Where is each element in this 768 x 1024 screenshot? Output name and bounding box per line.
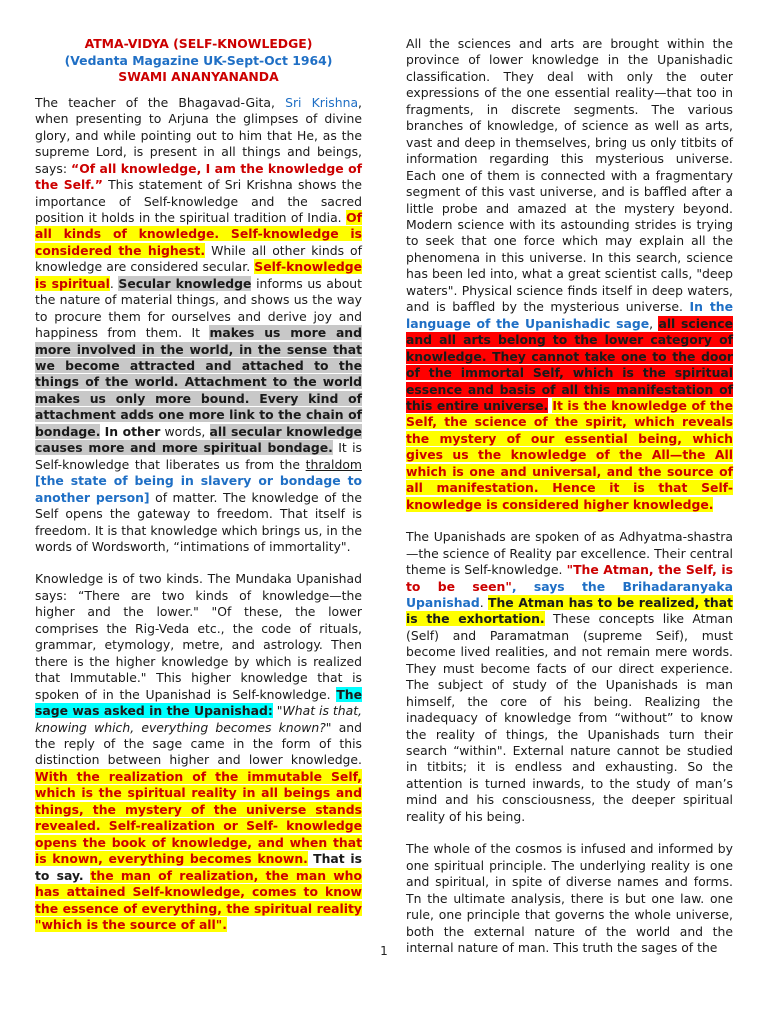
text-run: While all other kinds of knowledge are considered secular.	[35, 242, 362, 275]
text-run: The teacher of the Bhagavad-Gita,	[35, 94, 275, 110]
highlight-gray-text: Secular knowledge	[118, 275, 252, 291]
text-run: This statement of Sri Krishna shows the importance of Self-knowledge and the sacred position it holds in the spiritual tradition of India.	[35, 177, 362, 225]
text-run: of matter. The knowledge of the Self opens the gateway to freedom. That itself is freedom. It is that knowledge which brings us, in the words of Wordsworth, “intimations of immortality".	[35, 489, 362, 555]
highlight-yellow-text: Of all kinds of knowledge. Self-knowledge is considered the highest.	[35, 209, 362, 258]
text-run: It is Self-knowledge that liberates us from the	[35, 440, 362, 472]
text-run: The Upanishads are spoken of as Adhyatma-shastra—the science of Reality par excellence. Their central theme is Self-knowledge.	[406, 529, 733, 578]
right-paragraph-1	[406, 36, 733, 513]
page-number: 1	[380, 944, 388, 958]
highlight-yellow-text: The Atman has to be realized, that is the exhortation.	[406, 594, 733, 627]
italic-quote: "What is that, knowing which, everything becomes known?"	[35, 703, 362, 735]
article-author: SWAMI ANANYANANDA	[118, 69, 279, 85]
quote-red-bold: “Of all knowledge, I am the knowledge of the Self.”	[35, 160, 362, 193]
highlight-gray-text: all secular knowledge causes more and more spiritual bondage.	[35, 423, 362, 456]
text-run: .	[109, 275, 114, 291]
highlight-yellow-text: It is the knowledge of the Self, the science of the spirit, which reveals the mystery of our essential being, which gives us the knowledge of the All—the All which is one and universal, and the source of all manifestation. Hence it is that Self-knowledge is considered higher knowledge.	[406, 397, 733, 512]
highlight-yellow-text: With the realization of the immutable Self, which is the spiritual reality in all beings and things, the mystery of the universe stands revealed. Self-realization or Self- knowledge opens the book of knowledge, and when that is known, everything becomes known.	[35, 768, 362, 867]
article-header	[35, 36, 362, 86]
left-paragraph-2	[35, 571, 362, 933]
bold-text: In other	[104, 423, 161, 439]
right-paragraph-3	[406, 841, 733, 956]
left-column	[35, 36, 362, 949]
text-run: informs us about the nature of material things, and shows us the way to procure them for ourselves and derive joy and happiness from them. It	[35, 275, 362, 341]
text-run: and the reply of the sage came in the form of this distinction between higher and lower knowledge.	[35, 719, 362, 768]
quote-red-bold: "The Atman, the Self, is to be seen"	[406, 562, 733, 594]
highlight-cyan-text: The sage was asked in the Upanishad:	[35, 686, 362, 719]
text-run: , when presenting to Arjuna the glimpses of divine glory, and while pointing out to him that He, as the supreme Lord, is present in all things and beings, says:	[35, 94, 362, 176]
definition-blue-text: [the state of being in slavery or bondage to another person]	[35, 473, 362, 505]
text-run: .	[479, 594, 484, 610]
underlined-term: thraldom	[305, 456, 362, 472]
text-run: These concepts like Atman (Self) and Paramatman (supreme Seif), must become lived realities, and not remain mere words. They must become facts of our direct experience. The subject of study of the Upanishads is man himself, the core of his being. Realizing the inadequacy of knowledge from “without” to know the reality of things, the Upanishads turn their search “within". External nature cannot be studied in titbits; it is endless and exhausting. So the attention is turned inwards, to the study of man’s mind and his consciousness, the deeper spiritual reality of his being.	[406, 611, 733, 824]
highlight-gray-text: makes us more and more involved in the world, in the sense that we become attracted and attached to the things of the world. Attachment to the world makes us only more bound. Every kind of attachment adds one more link to the chain of bondage.	[35, 325, 362, 439]
bold-text: That is to say.	[35, 851, 362, 883]
right-paragraph-2	[406, 529, 733, 825]
highlight-red-text: all science and all arts belong to the lower category of knowledge. They cannot take one to the door of the immortal Self, which is the spiritual essence and basis of all this manifestation of this entire universe.	[406, 315, 733, 413]
highlight-blue-text: In the language of the Upanishadic sage	[406, 299, 733, 331]
highlight-blue-text: Sri Krishna	[285, 94, 359, 110]
right-column	[406, 36, 733, 972]
text-run: ,	[649, 315, 654, 331]
text-run: words,	[164, 423, 206, 439]
article-title: ATMA-VIDYA (SELF-KNOWLEDGE)	[84, 36, 313, 51]
highlight-blue-text: , says the Brihadaranyaka Upanishad	[406, 578, 734, 610]
text-run: The whole of the cosmos is infused and informed by one spiritual principle. The underlying reality is one and spiritual, in spite of diverse names and forms. Tn the ultimate analysis, there is but one law. one rule, one principle that governs the whole universe, both the external nature of the world and the internal nature of man. This truth the sages of the	[406, 841, 733, 956]
highlight-yellow-text: Self-knowledge is spiritual	[35, 259, 362, 291]
left-paragraph-1	[35, 95, 362, 556]
text-run: All the sciences and arts are brought within the province of lower knowledge in the Upanishadic classification. They deal with only the outer expressions of the one essential reality—that too in fragments, in discrete segments. The various branches of knowledge, of science as well as arts, vast and deep in themselves, bring us only titbits of information regarding this mysterious universe. Each one of them is connected with a fragmentary segment of this vast universe, and is baffled after a little probe and amazed at the mystery beyond. Modern science with its astounding strides is trying to seek that one force which may explain all the phenomena in this universe. In this search, science has been led into, what a great scientist calls, "deep waters". Physical science finds itself in deep waters, and is baffled by the mysterious universe.	[406, 36, 733, 315]
text-run: Knowledge is of two kinds. The Mundaka Upanishad says: “There are two kinds of knowledge—the higher and the lower." "Of these, the lower comprises the Rig-Veda etc., the code of rituals, grammar, etymology, metre, and astrology. Then there is the higher knowledge by which is realized that Immutable." This higher knowledge that is spoken of in the Upanishad is Self-knowledge.	[35, 571, 362, 702]
article-source: (Vedanta Magazine UK-Sept-Oct 1964)	[64, 52, 333, 68]
highlight-yellow-text: the man of realization, the man who has attained Self-knowledge, comes to know the essence of everything, the spiritual reality "which is the source of all".	[35, 867, 362, 932]
